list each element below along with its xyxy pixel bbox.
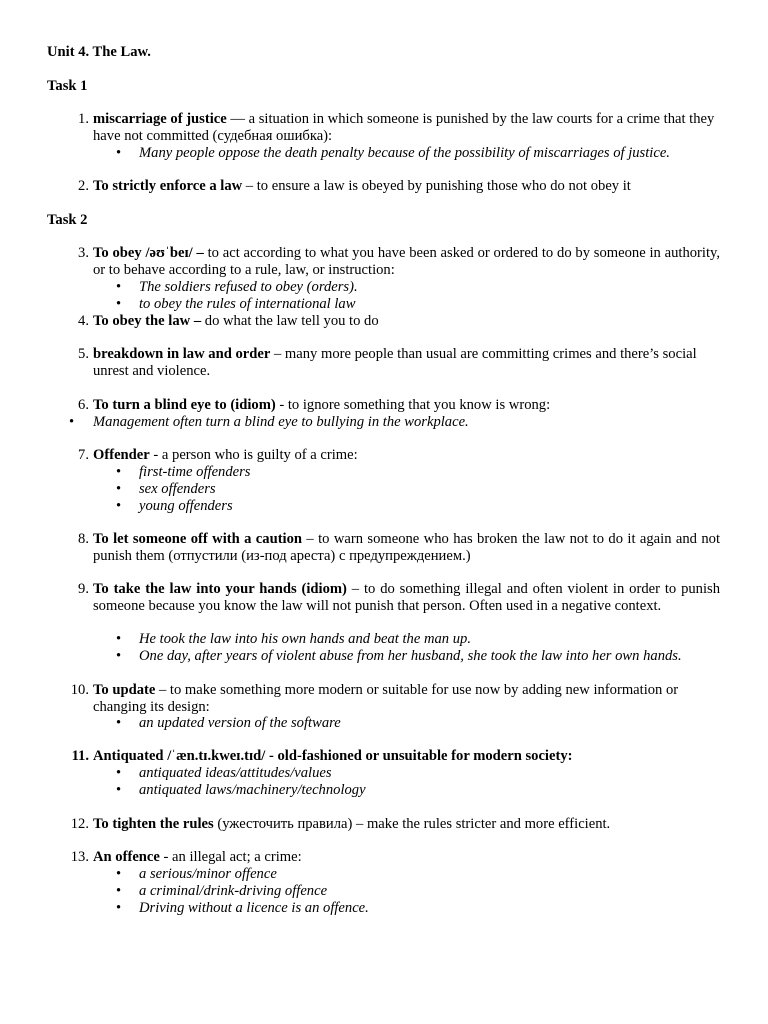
item-term: breakdown in law and order (93, 346, 271, 362)
example-text: young offenders (139, 498, 233, 514)
example-text: antiquated laws/machinery/technology (139, 782, 366, 798)
list-item-9 (78, 581, 720, 615)
example-text: to obey the rules of international law (139, 296, 356, 312)
example-bullet (116, 279, 358, 296)
item-definition: – to ensure a law is obeyed by punishing those who do not obey it (242, 178, 631, 194)
item-number: 12. (70, 816, 89, 832)
item-term: Antiquated /ˈæn.tɪ.kweɪ.tɪd/ - old-fashioned or unsuitable for modern society: (93, 748, 573, 764)
example-bullet (116, 765, 332, 782)
bullet-icon: • (116, 765, 122, 781)
example-text: Many people oppose the death penalty because of the possibility of miscarriages of justice. (139, 145, 670, 161)
example-text: The soldiers refused to obey (orders). (139, 279, 358, 295)
item-definition: to act according to what you have been asked or ordered to do by someone in authority, or to behave according to a rule, law, or instruction: (93, 245, 721, 278)
item-number: 10. (70, 682, 89, 698)
item-definition: - to ignore something that you know is wrong: (275, 397, 551, 413)
item-term: To strictly enforce a law (93, 178, 243, 194)
example-bullet (116, 715, 341, 732)
example-bullet (116, 296, 356, 313)
item-term: To take the law into your hands (idiom) (93, 581, 347, 597)
example-bullet (116, 464, 251, 481)
bullet-icon: • (116, 883, 122, 899)
list-item-2 (78, 178, 720, 195)
example-bullet (69, 414, 469, 431)
bullet-icon: • (116, 715, 122, 731)
example-text: a serious/minor offence (139, 866, 277, 882)
bullet-icon: • (116, 900, 122, 916)
item-number: 5. (78, 346, 89, 362)
example-bullet (116, 498, 233, 515)
item-number: 9. (78, 581, 89, 597)
item-definition: – to warn someone who has broken the law not to do it again and not punish them (отпустили (из-под ареста) с предупреждением.) (93, 531, 720, 564)
example-bullet (116, 145, 670, 162)
item-definition: – many more people than usual are committing crimes and there’s social unrest and violence. (93, 346, 697, 379)
list-item-11 (71, 748, 720, 765)
item-definition: (ужесточить правила) – make the rules stricter and more efficient. (213, 816, 611, 832)
item-number: 1. (78, 111, 89, 127)
item-number: 3. (78, 245, 89, 261)
item-definition: – to do something illegal and often violent in order to punish someone because you know the law will not punish that person. Often used in a negative context. (93, 581, 720, 614)
item-definition: do what the law tell you to do (201, 313, 379, 329)
item-term: To turn a blind eye to (idiom) (93, 397, 276, 413)
example-text: sex offenders (139, 481, 216, 497)
bullet-icon: • (116, 498, 122, 514)
item-term: To tighten the rules (93, 816, 214, 832)
item-term: To update (93, 682, 156, 698)
example-text: Management often turn a blind eye to bullying in the workplace. (93, 414, 469, 430)
page-title: Unit 4. The Law. (47, 44, 151, 60)
item-definition: - a person who is guilty of a crime: (149, 447, 358, 463)
example-bullet (116, 648, 682, 665)
example-bullet (116, 782, 366, 799)
bullet-icon: • (116, 866, 122, 882)
item-number: 2. (78, 178, 89, 194)
item-definition: — a situation in which someone is punished by the law courts for a crime that they have not committed (судебная ошибка): (93, 111, 715, 144)
example-bullet (116, 900, 369, 917)
bullet-icon: • (116, 481, 122, 497)
example-text: a criminal/drink-driving offence (139, 883, 328, 899)
list-item-4 (78, 313, 720, 330)
list-item-3 (78, 245, 721, 279)
example-text: Driving without a licence is an offence. (139, 900, 369, 916)
bullet-icon: • (69, 414, 75, 430)
example-bullet (116, 883, 328, 900)
list-item-7 (78, 447, 720, 464)
item-number: 7. (78, 447, 89, 463)
example-bullet (116, 631, 471, 648)
item-number: 4. (78, 313, 89, 329)
list-item-8 (78, 531, 720, 565)
item-number: 8. (78, 531, 89, 547)
example-bullet (116, 481, 216, 498)
example-text: first-time offenders (139, 464, 251, 480)
example-text: antiquated ideas/attitudes/values (139, 765, 332, 781)
item-number: 11. (71, 748, 89, 764)
item-term: An offence (93, 849, 160, 865)
task-1-heading: Task 1 (47, 78, 88, 94)
list-item-1 (78, 111, 720, 145)
list-item-10 (70, 682, 720, 716)
item-definition: – to make something more modern or suitable for use now by adding new information or changing its design: (93, 682, 679, 715)
bullet-icon: • (116, 631, 122, 647)
example-text: He took the law into his own hands and beat the man up. (139, 631, 471, 647)
item-term: To let someone off with a caution (93, 531, 303, 547)
bullet-icon: • (116, 145, 122, 161)
item-term: To obey /əʊˈbeɪ/ – (93, 245, 204, 261)
list-item-5 (78, 346, 720, 380)
list-item-12 (70, 816, 720, 833)
item-term: Offender (93, 447, 150, 463)
item-number: 6. (78, 397, 89, 413)
item-term: To obey the law – (93, 313, 202, 329)
bullet-icon: • (116, 648, 122, 664)
bullet-icon: • (116, 464, 122, 480)
item-number: 13. (70, 849, 89, 865)
example-bullet (116, 866, 277, 883)
item-definition: - an illegal act; a crime: (159, 849, 302, 865)
list-item-13 (70, 849, 720, 866)
task-2-heading: Task 2 (47, 212, 88, 228)
item-term: miscarriage of justice (93, 111, 227, 127)
example-text: One day, after years of violent abuse from her husband, she took the law into her own hands. (139, 648, 682, 664)
bullet-icon: • (116, 279, 122, 295)
list-item-6 (78, 397, 720, 414)
bullet-icon: • (116, 296, 122, 312)
bullet-icon: • (116, 782, 122, 798)
example-text: an updated version of the software (139, 715, 341, 731)
